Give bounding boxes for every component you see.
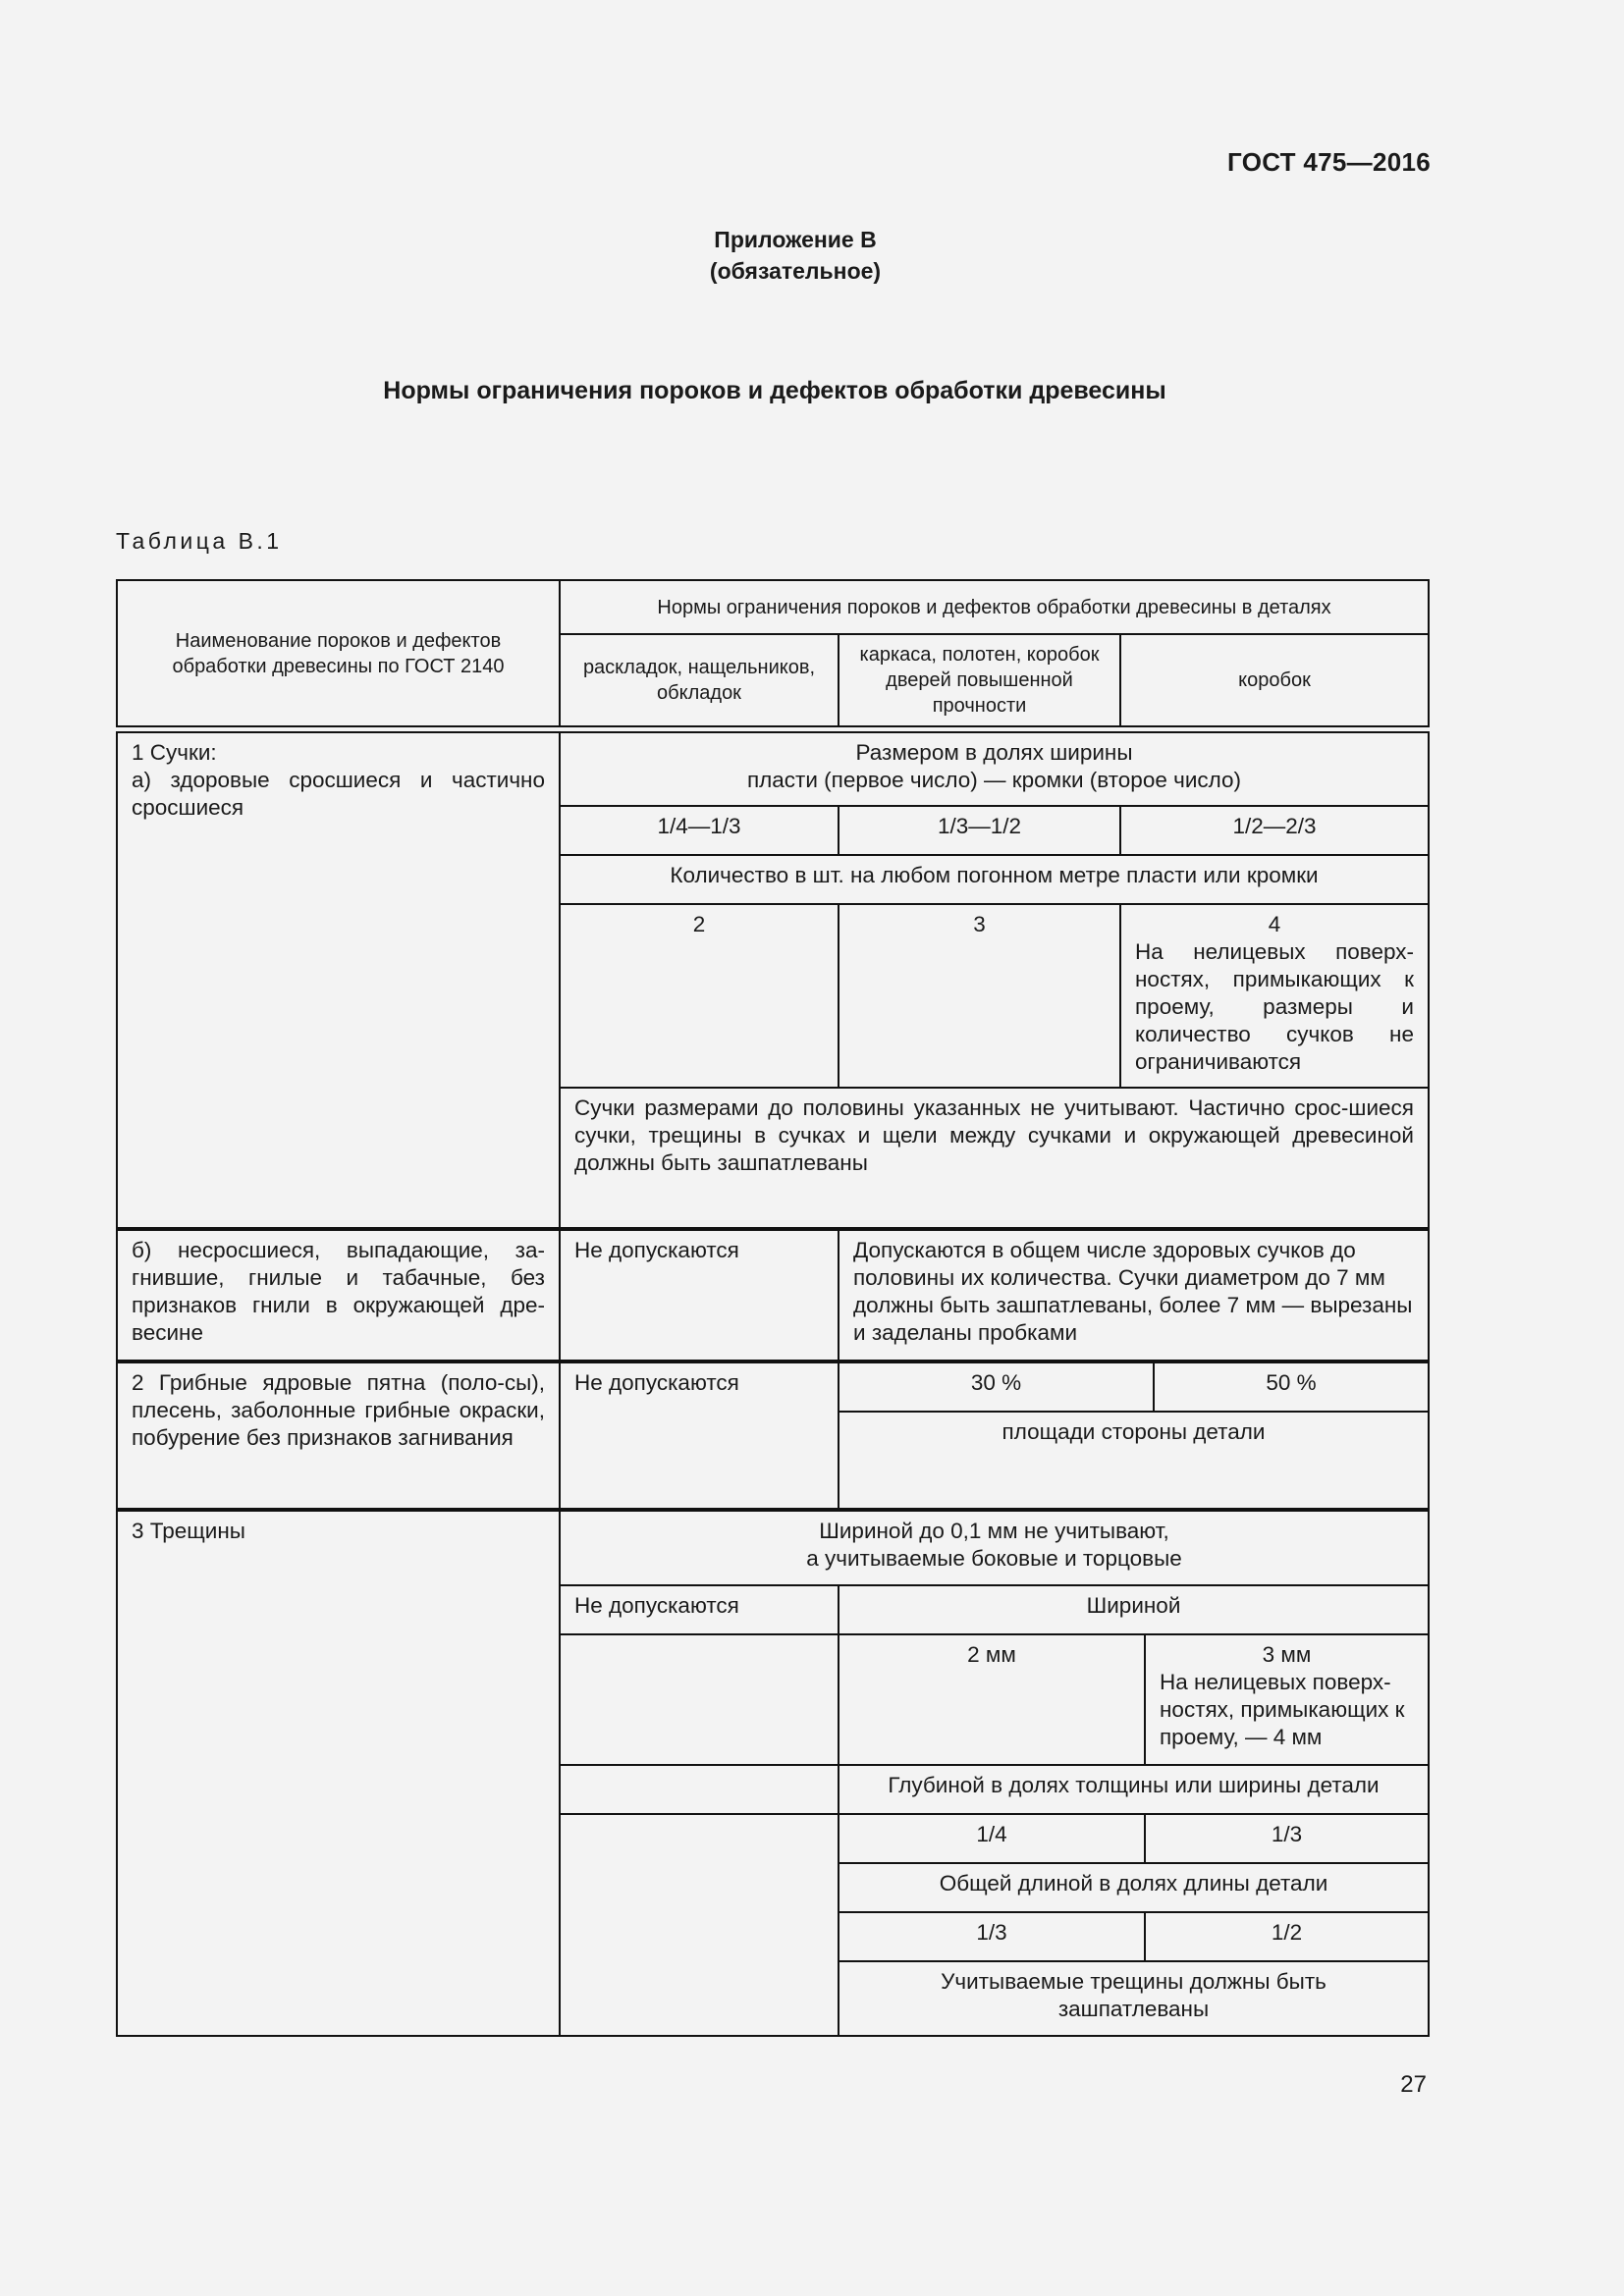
knots-note: Сучки размерами до половины указанных не учитывают. Частично срос-шиеся сучки, трещины в сучках и щели между сучками и окружающей древесиной должны быть зашпатлеваны — [559, 1087, 1430, 1229]
row-fungal-name: 2 Грибные ядровые пятна (поло-сы), плесень, заболонные грибные окраски, побурение без признаков загнивания — [116, 1362, 561, 1510]
cracks-trims-empty-1 — [559, 1633, 839, 1766]
header-sub-frames: каркаса, полотен, коробок дверей повышенной прочности — [838, 633, 1121, 727]
fungal-percent-2: 30 % — [838, 1362, 1155, 1413]
cracks-length-3: 1/2 — [1144, 1911, 1430, 1962]
appendix-title: Приложение В — [714, 227, 877, 252]
row-knots-subtitle: а) здоровые сросшиеся и частично сросшиеся — [132, 768, 545, 820]
page-number: 27 — [1400, 2071, 1427, 2098]
main-title: Нормы ограничения пороков и дефектов обработки древесины — [383, 377, 1166, 404]
unsound-knots-others: Допускаются в общем числе здоровых сучков до половины их количества. Сучки диаметром до 7 мм должны быть зашпатлеваны, более 7 мм — вырезаны и заделаны пробками — [838, 1229, 1430, 1362]
cracks-depth-2: 1/4 — [838, 1813, 1146, 1864]
cracks-depth-3: 1/3 — [1144, 1813, 1430, 1864]
cracks-width-3: 3 мм На нелицевых поверх-ностях, примыкающих к проему, — 4 мм — [1144, 1633, 1430, 1766]
knots-count-label: Количество в шт. на любом погонном метре пласти или кромки — [559, 854, 1430, 905]
knots-ratio-3: 1/2—2/3 — [1119, 805, 1430, 856]
cracks-width-label: Шириной — [838, 1584, 1430, 1635]
cracks-trims: Не допускаются — [559, 1584, 839, 1635]
cracks-putty-note: Учитываемые трещины должны быть зашпатлеваны — [838, 1960, 1430, 2037]
table-caption: Таблица В.1 — [116, 528, 283, 554]
knots-ratio-2: 1/3—1/2 — [838, 805, 1121, 856]
appendix-note: (обязательное) — [709, 258, 882, 284]
fungal-trims: Не допускаются — [559, 1362, 839, 1510]
knots-count-3-note: На нелицевых поверх-ностях, примыкающих к проему, размеры и количество сучков не ограничиваются — [1135, 939, 1414, 1074]
cracks-trims-empty-2 — [559, 1764, 839, 1815]
row-knots-name — [116, 731, 561, 1229]
appendix-heading — [0, 224, 1624, 287]
row-cracks-name: 3 Трещины — [116, 1510, 561, 2037]
header-col-name: Наименование пороков и дефектов обработки древесины по ГОСТ 2140 — [116, 579, 561, 727]
document-code: ГОСТ 475—2016 — [1227, 147, 1431, 177]
row-knots-title: 1 Сучки: — [132, 740, 217, 765]
cracks-trims-empty-3 — [559, 1813, 839, 2037]
knots-count-2: 3 — [838, 903, 1121, 1089]
knots-count-3: 4 На нелицевых поверх-ностях, примыкающих к проему, размеры и количество сучков не ограничиваются — [1119, 903, 1430, 1089]
fungal-area-label: площади стороны детали — [838, 1411, 1430, 1510]
cracks-width-rule: Шириной до 0,1 мм не учитывают, а учитываемые боковые и торцовые — [559, 1510, 1430, 1586]
header-col-group: Нормы ограничения пороков и дефектов обработки древесины в деталях — [559, 579, 1430, 635]
header-sub-boxes: коробок — [1119, 633, 1430, 727]
unsound-knots-trims: Не допускаются — [559, 1229, 839, 1362]
cracks-width-3-note: На нелицевых поверх-ностях, примыкающих к проему, — 4 мм — [1160, 1670, 1405, 1749]
cracks-length-2: 1/3 — [838, 1911, 1146, 1962]
header-sub-trims: раскладок, нащельников, обкладок — [559, 633, 839, 727]
row-unsound-knots-name: б) несросшиеся, выпадающие, за-гнившие, гнилые и табачные, без признаков гнили в окружающей дре-весине — [116, 1229, 561, 1362]
knots-ratio-1: 1/4—1/3 — [559, 805, 839, 856]
cracks-width-2: 2 мм — [838, 1633, 1146, 1766]
cracks-depth-label: Глубиной в долях толщины или ширины детали — [838, 1764, 1430, 1815]
cracks-length-label: Общей длиной в долях длины детали — [838, 1862, 1430, 1913]
knots-count-1: 2 — [559, 903, 839, 1089]
fungal-percent-3: 50 % — [1153, 1362, 1430, 1413]
knots-size-label: Размером в долях ширины пласти (первое число) — кромки (второе число) — [559, 731, 1430, 807]
